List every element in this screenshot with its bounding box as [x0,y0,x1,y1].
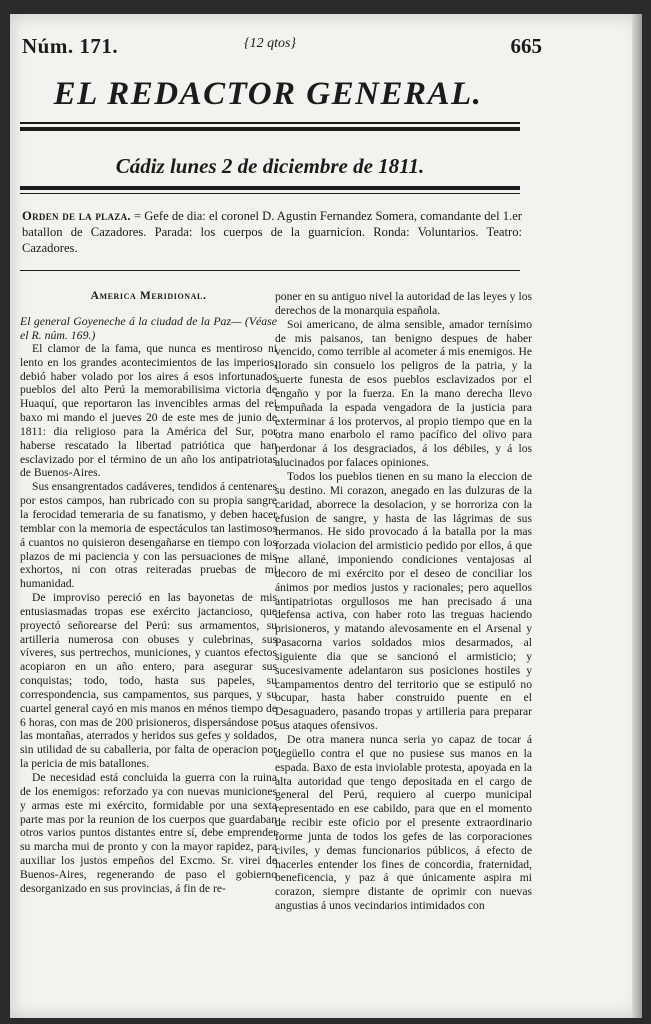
paragraph: Sus ensangrentados cadáveres, tendidos á centenares por estos campos, han rubricado con su propia sangre la ferocidad temeraria de su fanatismo, y deben hacer temblar con la memoria de espectáculos tan lastimosos á cuantos no quisieron desengañarse en tiempo con los plazos de mi paciencia y con las persuaciones de mis exhortos, ni con otras reiteradas pruebas de mi humanidad. [20,480,277,591]
paragraph: Todos los pueblos tienen en su mano la eleccion de su destino. Mi corazon, anegado en las dulzuras de la caridad, aborrece la desolacion, y se horroriza con la efusion de sangre, y hasta de las lágrimas de sus hermanos. He sido provocado á la batalla por la mas forzada violacion del armisticio pedido por ellos, á que me allané, imponiendo condiciones ventajosas al decoro de mi exército por el deseo de conciliar los ánimos por medios justos y racionales; pero aquellos antipatriotas orgullosos me han precisado á una defensa activa, con haber roto las treguas haciendo prisioneros, y matando alevosamente en el Arsenal y Pasacorna varios soldados mios desarmados, al siguiente dia que se sancionó el armisticio; y sucesivamente adelantaron sus posiciones hostiles y campamentos dentro del territorio que se estipuló no ocupar, hasta haber construido puente en el Desaguadero, pasando tropas y artilleria para preparar sus ataques ofensivos. [275,469,532,733]
masthead-title: EL REDACTOR GENERAL. [53,76,483,112]
dateline-rule-thin [20,193,520,194]
masthead-rule-thick [20,127,520,131]
section-title: America Meridional. [90,290,207,302]
dateline-rule-thick [20,186,520,190]
sheet-note: {12 qtos} [244,36,297,51]
issue-number: Núm. 171. [22,34,119,58]
masthead-rule-thin [20,122,520,124]
paragraph: De improviso pereció en las bayonetas de mis entusiasmadas tropas ese exército jactancioso, que proyectó señorearse del Perú: sus armamentos, su artilleria numerosa con obuses y culebrinas, sus víveres, sus pertrechos, municiones, y cuantos efectos acopiaron en un año entero, para asegurar sus conquistas; todo, todo, hasta sus papeles, su correspondencia, sus campamentos, sus parques, y su cuartel general cayó en mis manos en ménos tiempo de 6 horas, con mas de 200 prisioneros, dispersándose por las montañas, aterrados y heridos sus gefes y soldados, sin utilidad de su caballeria, por falta de operacion por la pericia de mis batallones. [20,591,277,771]
section-rule [20,270,520,271]
paragraph: El clamor de la fama, que nunca es mentiroso ni lento en los grandes acontecimientos de las imperios, debió haber volado por los aires á esos infortunados pueblos del alto Perú la memorabilisima victoria de Huaquí, que reportaron las invencibles armas del rei baxo mi mando el jueves 20 de este mes de junio de 1811: dia religioso para la América del Sur, por haberse rescatado la libertad patriótica que han esclavizado por el término de un año los antipatriotas de Buenos-Aires. [20,341,277,480]
page-number: 665 [510,34,542,58]
orden-de-la-plaza [22,208,522,256]
column-right [275,290,532,913]
article-subheading: El general Goyeneche á la ciudad de la Paz— (Véase el R. núm. 169.) [20,313,277,342]
paragraph: De otra manera nunca seria yo capaz de tocar á degüello contra el que no pusiese sus manos en la espada. Baxo de esta inviolable protesta, apoyada en la alta autoridad que tengo depositada en el cargo de general del Perú, requiero al cuerpo municipal representado en ese cabildo, para que en el momento de recibir este oficio por el presente extraordinario forme junta de todos los gefes de las corporaciones civiles, y demas funcionarios públicos, á efecto de hacerles entender los fines de concordia, fraternidad, beneficencia, y paz á que únicamente aspira mi corazon, siempre distante de oprimir con nuevas angustias á unos vecindarios intimidados con [275,733,532,913]
paragraph: Soi americano, de alma sensible, amador ternísimo de mis paisanos, tan benigno despues de haber vencido, como terrible al acometer á mis enemigos. He llorado sin consuelo los peligros de la patria, y la suerte funesta de esos pueblos esclavizados por el engaño y por la fuerza. En la mano derecha llevo empuñada la espada vengadora de la justicia para exterminar á los protervos, al propio tiempo que en la otra mano enarbolo el ramo pacífico del olivo para perdonar á los desgraciados, á los débiles, y á los alucinados por falaces opiniones. [275,317,532,470]
page-header [22,34,542,60]
page-edge [632,14,642,1018]
orden-label: Orden de la plaza. [22,209,131,223]
dateline: Cádiz lunes 2 de diciembre de 1811. [115,154,425,178]
paragraph: De necesidad está concluida la guerra con la ruina de los enemigos: reforzado ya con nuevas municiones y armas este mi exército, formidable por una sexta parte mas por la reunion de los cuerpos que guardaban otros varios puntos distantes entre sí, debe emprender su marcha mui de pronto y con la mayor rapidez, para auxiliar los justos empeños del Excmo. Sr. virei de Buenos-Aires, regenerando de paso el gobierno desorganizado en sus provincias, á fin de re- [20,771,277,895]
paragraph: poner en su antiguo nivel la autoridad de las leyes y los derechos de la monarquia española. [275,290,532,317]
orden-text: = Gefe de dia: el coronel D. Agustin Fernandez Somera, comandante del 1.er batallon de Cazadores. Parada: los cuerpos de la guarnicion. Ronda: Voluntarios. Teatro: Cazadores. [22,209,522,255]
newspaper-page [10,14,642,1018]
column-left [20,290,277,896]
